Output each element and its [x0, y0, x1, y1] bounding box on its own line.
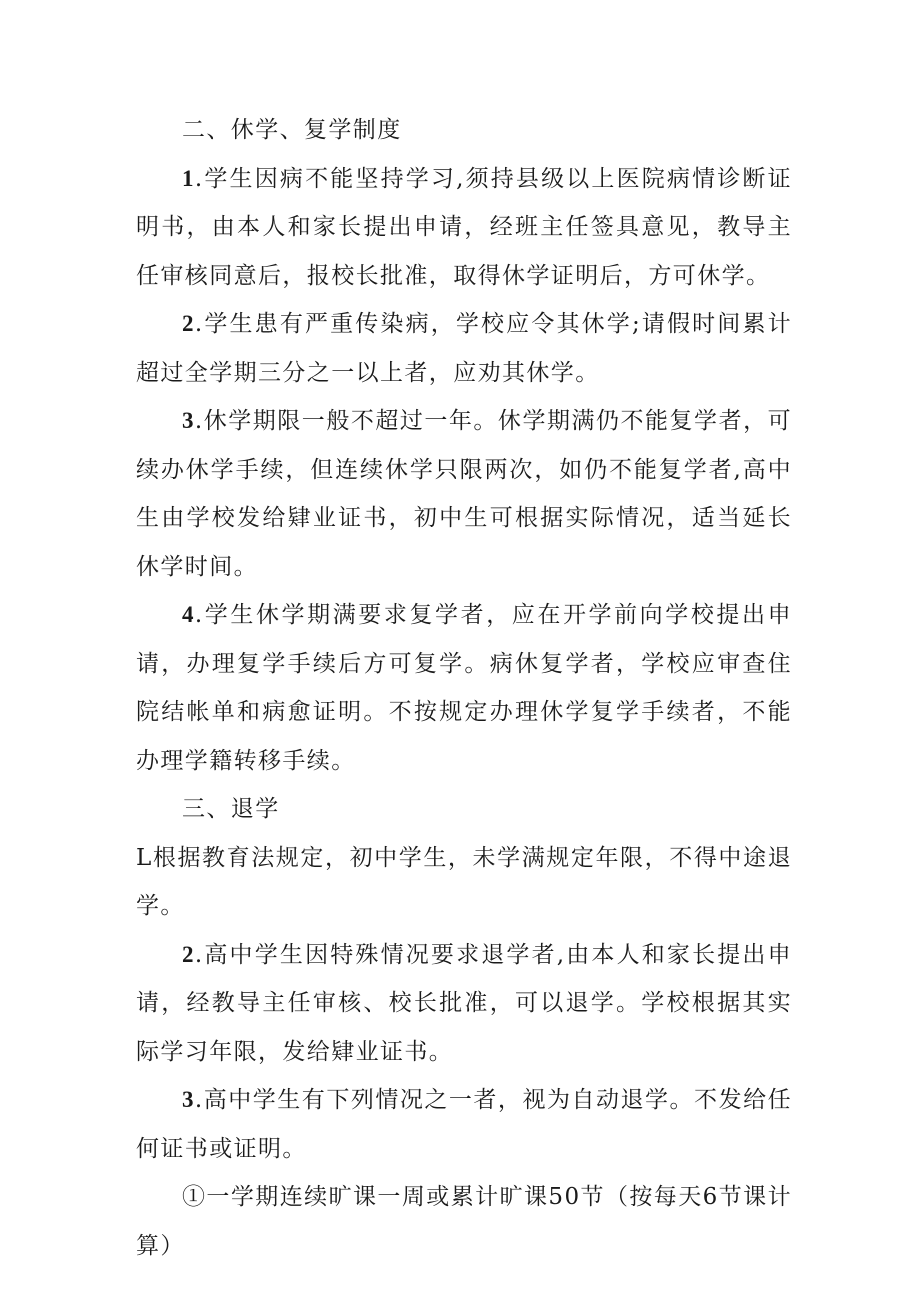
item-number: 4 — [182, 602, 195, 627]
paragraph-text: .休学期限一般不超过一年。休学期满仍不能复学者，可续办休学手续，但连续休学只限两次，如仍不能复学者,高中生由学校发给肄业证书，初中生可根据实际情况，适当延长休学时间。 — [136, 408, 792, 580]
paragraph-suspension-1 — [136, 155, 792, 301]
section-heading-suspension: 二、休学、复学制度 — [182, 117, 402, 143]
paragraph-text: .学生患有严重传染病，学校应令其休学;请假时间累计超过全学期三分之一以上者，应劝其休学。 — [136, 311, 792, 386]
section-heading-withdrawal: 三、退学 — [182, 796, 280, 822]
paragraph-text: ①一学期连续旷课一周或累计旷课50节（按每天6节课计算） — [136, 1184, 792, 1259]
paragraph-withdrawal-3 — [136, 1076, 792, 1173]
paragraph-text: L根据教育法规定，初中学生，未学满规定年限，不得中途退学。 — [136, 844, 792, 919]
item-number: 1 — [182, 165, 195, 191]
paragraph-suspension-2 — [136, 300, 792, 397]
item-number: 2 — [182, 941, 195, 967]
paragraph-text: .高中学生因特殊情况要求退学者,由本人和家长提出申请，经教导主任审核、校长批准，可以退学。学校根据其实际学习年限，发给肄业证书。 — [136, 941, 792, 1065]
paragraph-text: .学生因病不能坚持学习,须持县级以上医院病情诊断证明书，由本人和家长提出申请，经班主任签具意见，教导主任审核同意后，报校长批准，取得休学证明后，方可休学。 — [136, 165, 792, 289]
paragraph-suspension-3 — [136, 397, 792, 591]
item-number: 3 — [182, 1087, 195, 1112]
paragraph-withdrawal-item-1 — [136, 1173, 792, 1270]
document-body — [136, 106, 792, 1270]
paragraph-text: .学生休学期满要求复学者，应在开学前向学校提出申请，办理复学手续后方可复学。病休复学者，学校应审查住院结帐单和病愈证明。不按规定办理休学复学手续者，不能办理学籍转移手续。 — [136, 602, 792, 774]
paragraph-withdrawal-2 — [136, 931, 792, 1077]
item-number: 2 — [182, 311, 195, 336]
item-number: 3 — [182, 408, 195, 433]
paragraph-withdrawal-1 — [136, 834, 792, 931]
paragraph-text: .高中学生有下列情况之一者，视为自动退学。不发给任何证书或证明。 — [136, 1087, 792, 1162]
paragraph-suspension-4 — [136, 591, 792, 785]
